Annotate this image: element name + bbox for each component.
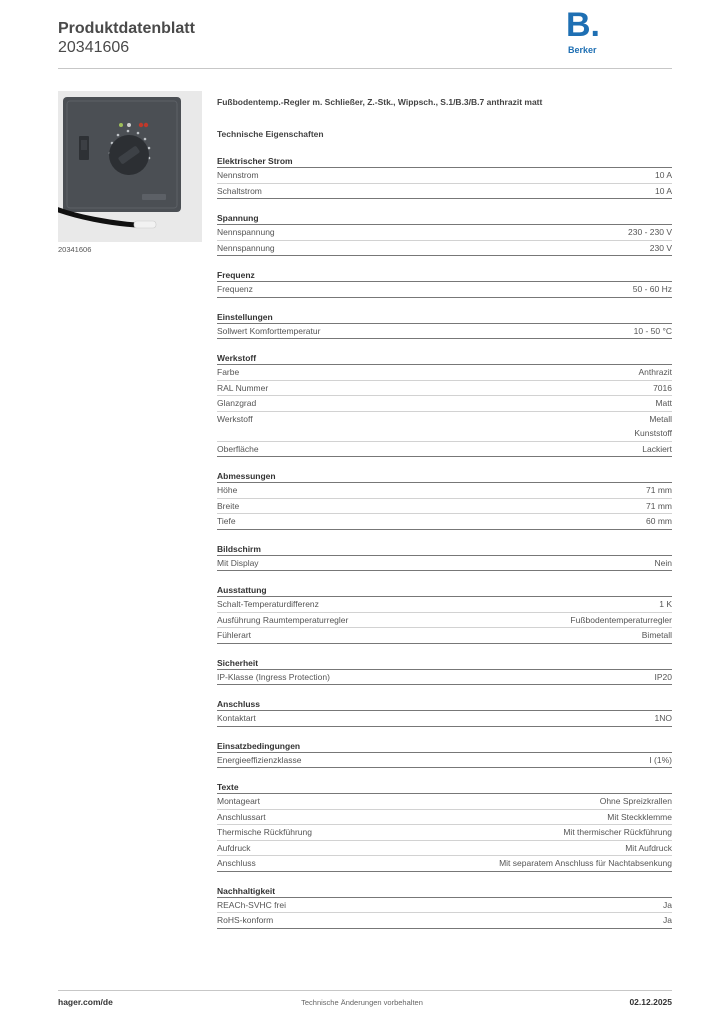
tech-properties-title: Technische Eigenschaften [217, 129, 324, 139]
spec-label: Ausführung Raumtemperaturregler [217, 614, 349, 625]
spec-label: Tiefe [217, 516, 236, 526]
spec-value: Mit Steckklemme [607, 811, 672, 822]
thermostat-illustration [58, 91, 202, 242]
spec-section [217, 698, 672, 727]
section-title: Abmessungen [217, 470, 672, 483]
spec-row [217, 913, 672, 929]
section-title: Frequenz [217, 269, 672, 282]
spec-row [217, 241, 672, 257]
spec-value: 1 K [659, 599, 672, 609]
spec-section [217, 543, 672, 572]
spec-row [217, 168, 672, 184]
logo-text: Berker [568, 45, 597, 55]
spec-value: Anthrazit [638, 367, 672, 377]
spec-row [217, 514, 672, 530]
berker-logo [566, 6, 606, 59]
spec-section [217, 470, 672, 530]
spec-section [217, 212, 672, 256]
spec-label: Frequenz [217, 284, 253, 294]
product-image [58, 91, 202, 242]
label-strip [142, 194, 166, 200]
spec-section [217, 352, 672, 457]
sensor-probe [134, 221, 156, 228]
spec-label: Nennspannung [217, 227, 275, 237]
spec-label: Kontaktart [217, 713, 256, 723]
section-title: Texte [217, 781, 672, 794]
product-description: Fußbodentemp.-Regler m. Schließer, Z.-Stk., Wippsch., S.1/B.3/B.7 anthrazit matt [217, 97, 543, 107]
spec-row [217, 597, 672, 613]
spec-row [217, 396, 672, 412]
spec-value: Matt [655, 398, 672, 408]
spec-value: Mit Aufdruck [625, 842, 672, 853]
header-divider [58, 68, 672, 69]
spec-value: 71 mm [646, 485, 672, 495]
spec-section [217, 657, 672, 686]
spec-value: 230 V [649, 242, 672, 253]
led-white [127, 123, 131, 127]
spec-value: 10 A [654, 170, 672, 180]
led-red [139, 123, 143, 127]
spec-label: Oberfläche [217, 443, 259, 454]
spec-label: Breite [217, 500, 240, 511]
spec-label: Nennspannung [217, 242, 275, 253]
spec-section [217, 885, 672, 929]
spec-row [217, 499, 672, 515]
spec-value: 7016 [653, 382, 672, 393]
spec-label: RAL Nummer [217, 382, 269, 393]
spec-value: 50 - 60 Hz [632, 284, 672, 294]
led-green [119, 123, 123, 127]
section-title: Nachhaltigkeit [217, 885, 672, 898]
spec-label: Schalt-Temperaturdifferenz [217, 599, 319, 609]
spec-row [217, 483, 672, 499]
spec-value: IP20 [654, 671, 672, 682]
spec-row [217, 613, 672, 629]
spec-value: Ohne Spreizkrallen [599, 796, 672, 806]
spec-row [217, 856, 672, 872]
spec-section [217, 269, 672, 298]
spec-value: Ja [663, 915, 672, 925]
section-title: Bildschirm [217, 543, 672, 556]
spec-value: Lackiert [642, 443, 672, 454]
spec-row [217, 381, 672, 397]
article-number: 20341606 [58, 39, 130, 56]
spec-value: 10 - 50 °C [633, 325, 672, 336]
spec-value: Ja [663, 899, 672, 910]
led-red-2 [144, 123, 148, 127]
page-title: Produktdatenblatt [58, 20, 195, 37]
spec-value: Fußbodentemperaturregler [570, 614, 672, 625]
spec-value: 230 - 230 V [628, 227, 672, 237]
footer-date: 02.12.2025 [629, 997, 672, 1007]
spec-row [217, 225, 672, 241]
spec-row [217, 753, 672, 769]
footer-disclaimer: Technische Änderungen vorbehalten [301, 998, 423, 1007]
spec-label: REACh-SVHC frei [217, 899, 286, 910]
spec-label: RoHS-konform [217, 915, 274, 925]
spec-label: Werkstoff [217, 413, 253, 424]
spec-value: I (1%) [649, 754, 672, 765]
spec-label: Anschluss [217, 858, 256, 868]
footer-divider [58, 990, 672, 991]
spec-row [217, 825, 672, 841]
spec-value: Nein [654, 557, 672, 568]
spec-label: Nennstrom [217, 170, 259, 180]
spec-label: Höhe [217, 485, 238, 495]
section-title: Sicherheit [217, 657, 672, 670]
spec-label: Sollwert Komforttemperatur [217, 325, 321, 336]
spec-row [217, 711, 672, 727]
section-title: Spannung [217, 212, 672, 225]
spec-content [217, 96, 672, 929]
spec-value: 71 mm [646, 500, 672, 511]
spec-sections [217, 155, 672, 929]
spec-row [217, 412, 672, 442]
spec-value: Metall Kunststoff [634, 413, 672, 438]
spec-section [217, 740, 672, 769]
spec-label: Montageart [217, 796, 260, 806]
spec-row [217, 442, 672, 458]
section-title: Einstellungen [217, 311, 672, 324]
section-title: Ausstattung [217, 584, 672, 597]
spec-row [217, 628, 672, 644]
spec-value: 60 mm [646, 516, 672, 526]
spec-section [217, 311, 672, 340]
spec-section [217, 155, 672, 199]
spec-label: Energieeffizienzklasse [217, 754, 302, 765]
section-title: Einsatzbedingungen [217, 740, 672, 753]
spec-row [217, 670, 672, 686]
spec-label: Anschlussart [217, 811, 266, 822]
section-title: Werkstoff [217, 352, 672, 365]
spec-value: 1NO [654, 713, 672, 723]
spec-section [217, 781, 672, 872]
spec-row [217, 841, 672, 857]
spec-row [217, 898, 672, 914]
spec-value: Mit thermischer Rückführung [563, 827, 672, 837]
spec-value: 10 A [654, 185, 672, 196]
spec-label: IP-Klasse (Ingress Protection) [217, 671, 330, 682]
spec-row [217, 365, 672, 381]
spec-value: Bimetall [641, 630, 672, 640]
spec-section [217, 584, 672, 644]
spec-label: Glanzgrad [217, 398, 257, 408]
spec-row [217, 556, 672, 572]
spec-row [217, 184, 672, 200]
section-title: Elektrischer Strom [217, 155, 672, 168]
logo-mark: B. [566, 6, 600, 44]
spec-row [217, 282, 672, 298]
spec-label: Mit Display [217, 557, 259, 568]
rocker-switch-paddle [81, 140, 87, 150]
footer-website: hager.com/de [58, 997, 113, 1007]
section-title: Anschluss [217, 698, 672, 711]
spec-row [217, 324, 672, 340]
image-caption: 20341606 [58, 245, 92, 254]
spec-value: Mit separatem Anschluss für Nachtabsenkung [499, 858, 672, 868]
spec-label: Thermische Rückführung [217, 827, 312, 837]
spec-label: Farbe [217, 367, 240, 377]
spec-row [217, 794, 672, 810]
spec-row [217, 810, 672, 826]
spec-label: Aufdruck [217, 842, 251, 853]
spec-label: Fühlerart [217, 630, 252, 640]
spec-label: Schaltstrom [217, 185, 262, 196]
